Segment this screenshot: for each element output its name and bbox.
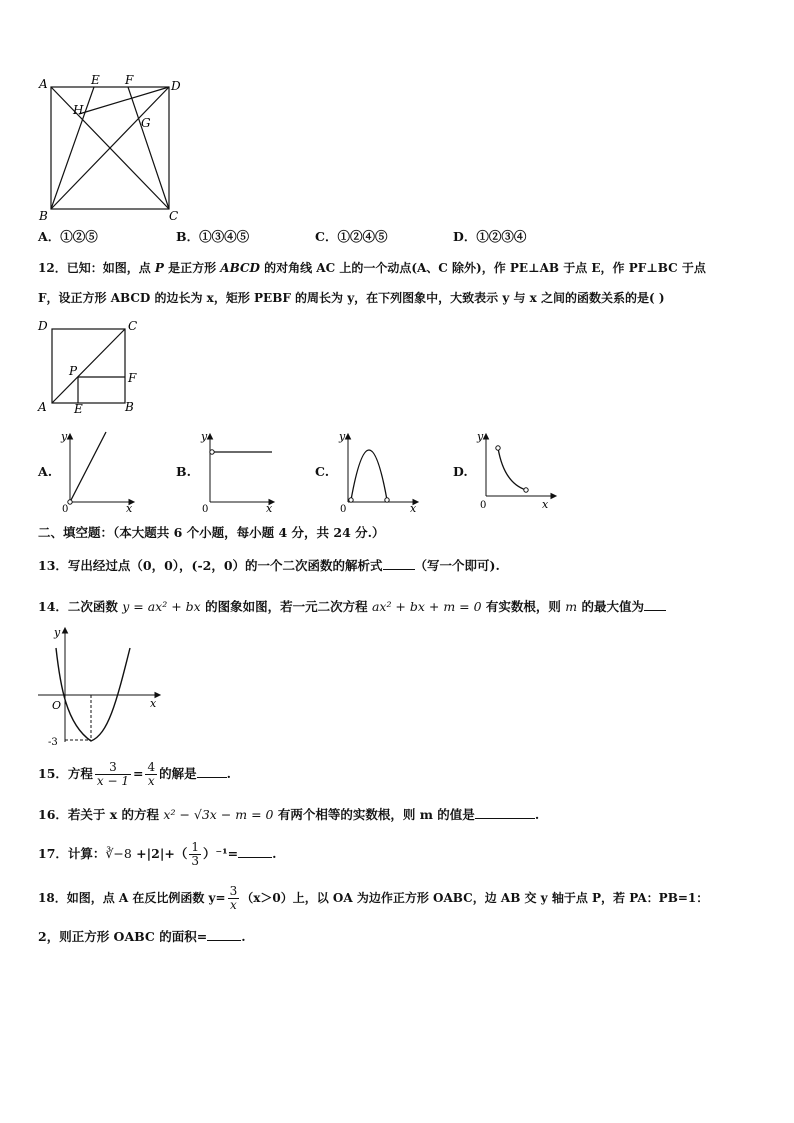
q11-option-b[interactable] bbox=[176, 229, 249, 245]
q11-figure bbox=[36, 74, 186, 222]
option-text: ①②④⑤ bbox=[337, 229, 388, 244]
q14-text: 有实数根，则 bbox=[481, 599, 566, 614]
graph-y-label: y bbox=[201, 430, 208, 443]
q15-text: . bbox=[226, 766, 231, 781]
q16-text: 有两个相等的实数根，则 m 的值是 bbox=[273, 807, 475, 822]
q17-answer-blank[interactable] bbox=[238, 845, 272, 858]
q13 bbox=[38, 557, 500, 574]
q13-text: （写一个即可). bbox=[414, 558, 500, 573]
q18-text: 18．如图，点 A 在反比例函数 y= bbox=[38, 891, 226, 905]
q12-label-P: P bbox=[69, 364, 78, 378]
q18-fraction bbox=[228, 885, 240, 912]
q15-fraction-1 bbox=[95, 761, 131, 788]
q14-text: 14．二次函数 bbox=[38, 599, 123, 614]
q12-graph-d bbox=[474, 428, 560, 514]
frac-denominator: 3 bbox=[191, 854, 200, 868]
graph-x-label: x bbox=[126, 502, 133, 514]
q17 bbox=[38, 838, 276, 870]
q12-text: 的对角线 AC 上的一个动点(A、C 除外)，作 PE⊥AB 于点 E，作 PF⊥BC 于点 bbox=[259, 261, 706, 275]
q11-label-H: H bbox=[73, 103, 84, 117]
frac-numerator: 4 bbox=[147, 760, 156, 774]
graph-x-label: x bbox=[542, 498, 549, 511]
graph-x-label: x bbox=[410, 502, 417, 514]
q17-text: . bbox=[272, 846, 277, 861]
q12-graph-a bbox=[58, 428, 138, 514]
frac-denominator: x bbox=[147, 774, 155, 788]
q17-fraction bbox=[189, 841, 201, 868]
q15-fraction-2 bbox=[145, 761, 157, 788]
q12-graph-b bbox=[198, 428, 278, 514]
q15-text: = bbox=[133, 766, 144, 781]
graph-y-label: y bbox=[477, 430, 484, 443]
graph-origin: 0 bbox=[340, 504, 347, 514]
q16-equation: x² − √3x − m = 0 bbox=[163, 807, 274, 822]
q13-text: 13．写出经过点（0，0），(-2，0）的一个二次函数的解析式 bbox=[38, 558, 383, 573]
frac-denominator: x − 1 bbox=[96, 774, 129, 788]
q12-option-b[interactable]: B. bbox=[176, 464, 191, 479]
q16-text: 16．若关于 x 的方程 bbox=[38, 807, 164, 822]
option-text: ①②③④ bbox=[476, 229, 527, 244]
graph-x-label: x bbox=[266, 502, 273, 514]
graph-y-label: y bbox=[61, 430, 68, 443]
option-letter: A． bbox=[38, 229, 61, 244]
option-letter: D． bbox=[453, 229, 477, 244]
q12-text: ABCD bbox=[220, 261, 260, 275]
q16-answer-blank[interactable] bbox=[475, 806, 535, 819]
q17-text: ）⁻¹= bbox=[203, 846, 239, 861]
q11-option-d[interactable] bbox=[453, 229, 526, 245]
q14-function: y = ax² + bx bbox=[122, 599, 201, 614]
q14-text: 的图象如图，若一元二次方程 bbox=[200, 599, 372, 614]
option-text: ①②⑤ bbox=[60, 229, 98, 244]
q18-line2 bbox=[38, 928, 246, 945]
q12-label-E: E bbox=[74, 402, 83, 416]
q15-text: 15．方程 bbox=[38, 766, 93, 781]
q15-answer-blank[interactable] bbox=[197, 765, 227, 778]
section-heading: 二、填空题：（本大题共 6 个小题，每小题 4 分，共 24 分.） bbox=[38, 525, 385, 540]
graph-origin: 0 bbox=[202, 504, 209, 514]
q14-graph-origin: O bbox=[52, 699, 62, 712]
q14-equation: ax² + bx + m = 0 bbox=[371, 599, 482, 614]
frac-denominator: x bbox=[230, 898, 237, 912]
q12-text: P bbox=[154, 261, 164, 275]
q13-answer-blank[interactable] bbox=[383, 557, 415, 570]
q14-graph-y: y bbox=[54, 626, 61, 639]
frac-numerator: 1 bbox=[191, 840, 200, 854]
q12-option-c[interactable]: C. bbox=[315, 464, 330, 479]
q11-label-F: F bbox=[125, 74, 134, 87]
graph-origin: 0 bbox=[62, 504, 69, 514]
q12-label-C: C bbox=[128, 319, 138, 333]
q12-text: 是正方形 bbox=[163, 261, 221, 275]
q14 bbox=[38, 598, 666, 615]
q12-label-D: D bbox=[38, 319, 48, 333]
q12-text: 12．已知：如图，点 bbox=[38, 261, 155, 275]
q11-label-D: D bbox=[171, 79, 181, 93]
q18-text: . bbox=[241, 929, 246, 944]
q12-label-F: F bbox=[128, 371, 137, 385]
q15-text: 的解是 bbox=[159, 766, 197, 781]
q14-answer-blank[interactable] bbox=[644, 598, 666, 611]
option-text: ①③④⑤ bbox=[199, 229, 250, 244]
q14-m: m bbox=[565, 599, 578, 614]
q16-text: . bbox=[534, 807, 540, 822]
q11-option-c[interactable] bbox=[315, 229, 387, 245]
q17-text: 17．计算： bbox=[38, 846, 106, 861]
q12-label-A: A bbox=[38, 400, 47, 414]
q18-line1 bbox=[38, 882, 708, 914]
q12-label-B: B bbox=[125, 400, 134, 414]
q15 bbox=[38, 758, 231, 790]
q18-text: 2，则正方形 OABC 的面积= bbox=[38, 929, 208, 944]
option-letter: C． bbox=[315, 229, 338, 244]
q17-cube-root: ∛−8 bbox=[105, 846, 132, 861]
q12-graph-c bbox=[336, 428, 422, 514]
q11-label-E: E bbox=[91, 74, 100, 87]
q14-graph-minus3: -3 bbox=[48, 737, 58, 748]
q11-label-G: G bbox=[141, 116, 151, 130]
q14-graph-x: x bbox=[150, 697, 157, 710]
q12-option-a[interactable]: A. bbox=[38, 464, 53, 479]
q11-option-a[interactable] bbox=[38, 229, 98, 245]
q12-line2: F，设正方形 ABCD 的边长为 x，矩形 PEBF 的周长为 y，在下列图象中，大致表示 y 与 x 之间的函数关系的是( ) bbox=[38, 291, 665, 305]
q12-figure bbox=[36, 316, 146, 416]
option-letter: B． bbox=[176, 229, 200, 244]
q14-text: 的最大值为 bbox=[577, 599, 645, 614]
frac-numerator: 3 bbox=[95, 761, 131, 775]
q12-line1 bbox=[38, 260, 706, 276]
q14-graph bbox=[38, 624, 168, 750]
q11-label-B: B bbox=[39, 209, 48, 222]
graph-origin: 0 bbox=[480, 500, 487, 511]
graph-y-label: y bbox=[339, 430, 346, 443]
q12-option-d[interactable]: D. bbox=[453, 464, 468, 479]
q18-text: （x＞0）上，以 OA 为边作正方形 OABC，边 AB 交 y 轴于点 P，若 PA：PB=1： bbox=[241, 891, 709, 905]
q18-answer-blank[interactable] bbox=[207, 928, 241, 941]
q11-label-C: C bbox=[169, 209, 179, 222]
q11-label-A: A bbox=[39, 77, 48, 91]
q16 bbox=[38, 806, 539, 823]
frac-numerator: 3 bbox=[229, 884, 238, 898]
q17-text: +|2|+（ bbox=[131, 846, 188, 861]
